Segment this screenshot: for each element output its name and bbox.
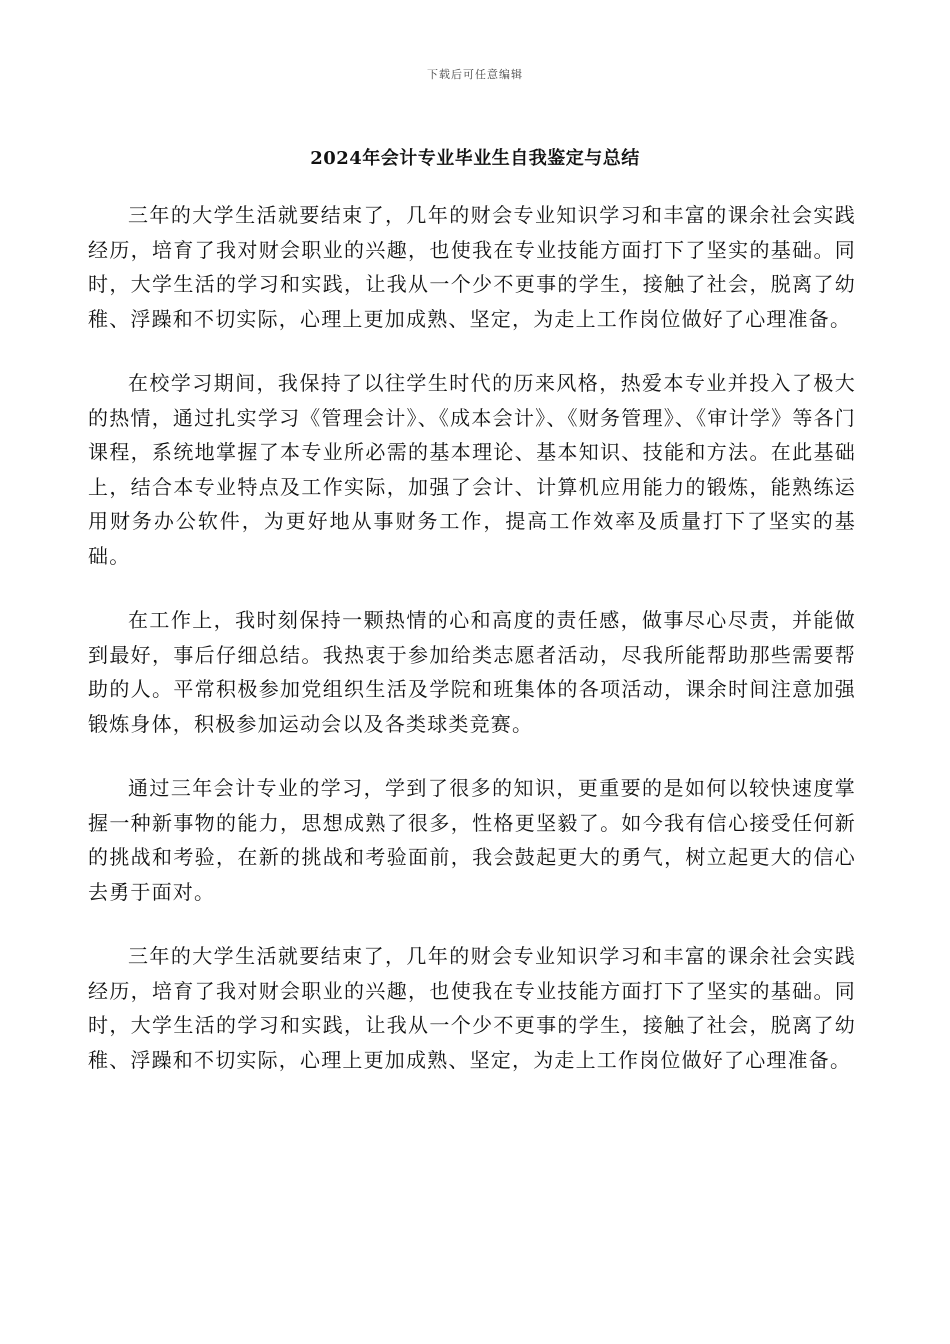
document-title: 2024年会计专业毕业生自我鉴定与总结 (310, 148, 640, 169)
paragraph-5: 三年的大学生活就要结束了，几年的财会专业知识学习和丰富的课余社会实践经历，培育了我对财会职业的兴趣，也使我在专业技能方面打下了坚实的基础。同时，大学生活的学习和实践，让我从一个少不更事的学生，接触了社会，脱离了幼稚、浮躁和不切实际，心理上更加成熟、坚定，为走上工作岗位做好了心理准备。 (88, 944, 856, 1072)
paragraph-1: 三年的大学生活就要结束了，几年的财会专业知识学习和丰富的课余社会实践经历，培育了我对财会职业的兴趣，也使我在专业技能方面打下了坚实的基础。同时，大学生活的学习和实践，让我从一个少不更事的学生，接触了社会，脱离了幼稚、浮躁和不切实际，心理上更加成熟、坚定，为走上工作岗位做好了心理准备。 (88, 203, 856, 331)
document-body (88, 198, 856, 1107)
paragraph-3: 在工作上，我时刻保持一颗热情的心和高度的责任感，做事尽心尽责，并能做到最好，事后仔细总结。我热衷于参加给类志愿者活动，尽我所能帮助那些需要帮助的人。平常积极参加党组织生活及学院和班集体的各项活动，课余时间注意加强锻炼身体，积极参加运动会以及各类球类竞赛。 (88, 608, 856, 736)
header-note: 下载后可任意编辑 (427, 68, 523, 81)
paragraph-2: 在校学习期间，我保持了以往学生时代的历来风格，热爱本专业并投入了极大的热情，通过扎实学习《管理会计》、《成本会计》、《财务管理》、《审计学》等各门课程，系统地掌握了本专业所必需的基本理论、基本知识、技能和方法。在此基础上，结合本专业特点及工作实际，加强了会计、计算机应用能力的锻炼，能熟练运用财务办公软件，为更好地从事财务工作，提高工作效率及质量打下了坚实的基础。 (88, 371, 856, 568)
paragraph-4: 通过三年会计专业的学习，学到了很多的知识，更重要的是如何以较快速度掌握一种新事物的能力，思想成熟了很多，性格更坚毅了。如今我有信心接受任何新的挑战和考验，在新的挑战和考验面前，我会鼓起更大的勇气，树立起更大的信心去勇于面对。 (88, 776, 856, 904)
